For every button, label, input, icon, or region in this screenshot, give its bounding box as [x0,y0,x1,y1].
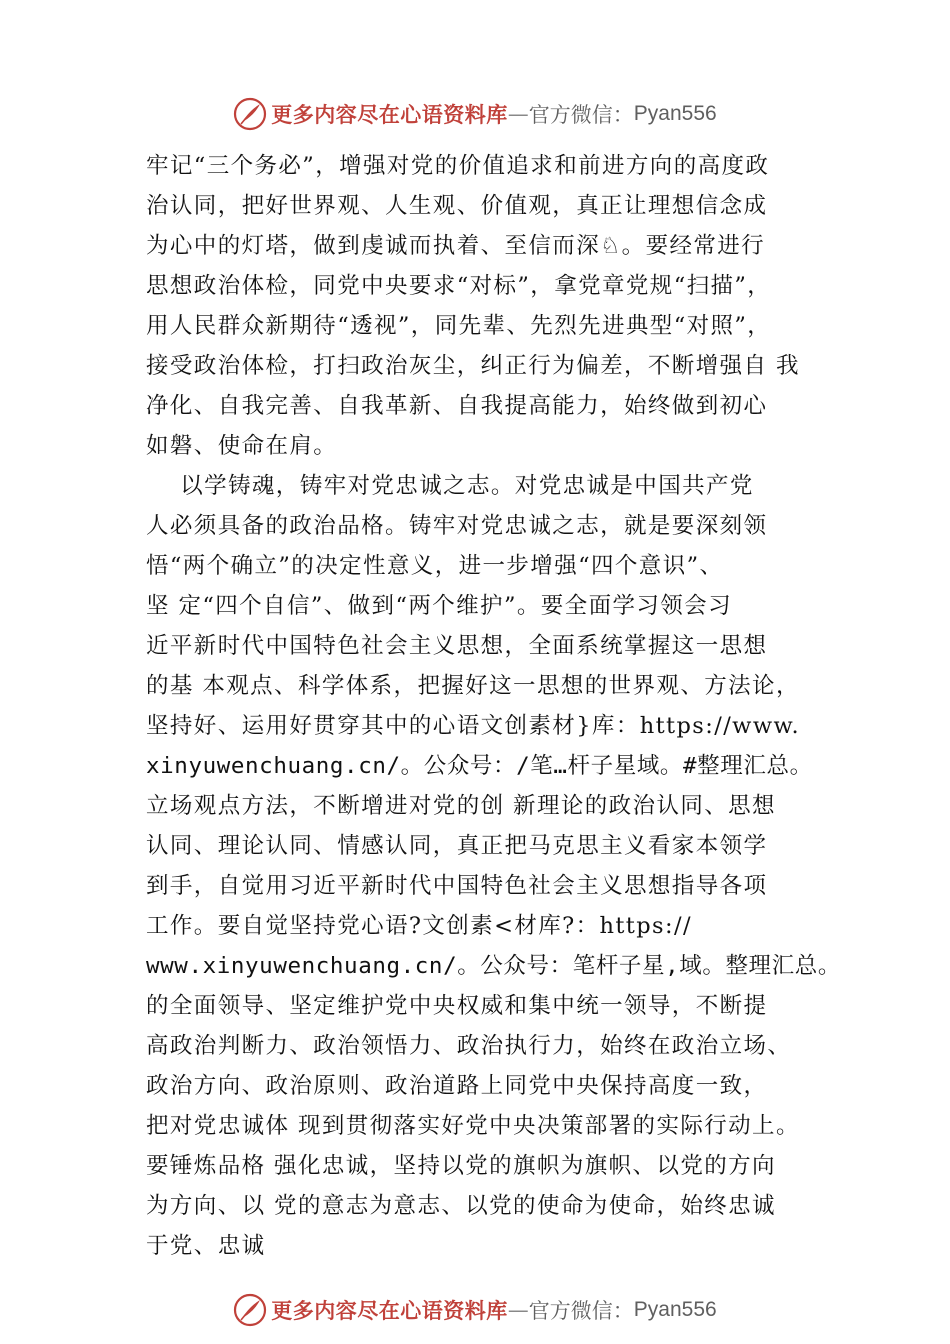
paragraph-start-line: 以学铸魂，铸牢对党忠诚之志。对党忠诚是中国共产党 [146,473,754,499]
body-line: 坚 定“四个自信”、做到“两个维护”。要全面学习领会习 [146,593,732,619]
footer-banner [0,1290,950,1330]
banner-separator: — [507,102,529,126]
body-line: 为心中的灯塔，做到虔诚而执着、至信而深♘。要经常进行 [146,233,766,259]
header-banner [0,94,950,134]
body-line: 为方向、以 党的意志为意志、以党的使命为使命，始终忠诚 [146,1193,776,1219]
body-line-url: www.xinyuwenchuang.cn/。公众号：笔杆子星,域。整理汇总。 [146,953,841,979]
body-line: 政治方向、政治原则、政治道路上同党中央保持高度一致， [146,1073,768,1099]
body-line: 立场观点方法，不断增进对党的创 新理论的政治认同、思想 [146,793,776,819]
body-line: 接受政治体检，打扫政治灰尘，纠正行为偏差，不断增强自 我 [146,353,800,379]
banner-wechat-label: 官方微信： [528,1299,634,1323]
body-line: 悟“两个确立”的决定性意义，进一步增强“四个意识”、 [146,553,724,579]
body-line: 于党、忠诚 [146,1233,266,1259]
banner-brand-text: 更多内容尽在心语资料库 [271,1298,508,1323]
body-line: 牢记“三个务必”，增强对党的价值追求和前进方向的高度政 [146,153,770,179]
body-line: 治认同，把好世界观、人生观、价值观，真正让理想信念成 [146,193,768,219]
body-line: 用人民群众新期待“透视”，同先辈、先烈先进典型“对照”， [146,313,772,339]
body-line: 要锤炼品格 强化忠诚，坚持以党的旗帜为旗帜、以党的方向 [146,1153,776,1179]
banner-wechat-id: Pyan556 [633,102,717,125]
body-line-url: xinyuwenchuang.cn/。公众号：/笔…杆子星域。#整理汇总。 [146,753,813,779]
body-line: 把对党忠诚体 现到贯彻落实好党中央决策部署的实际行动上。 [146,1113,800,1139]
body-line: 认同、理论认同、情感认同，真正把马克思主义看家本领学 [146,833,768,859]
banner-wechat-label: 官方微信： [528,103,634,127]
banner-wechat-id: Pyan556 [633,1298,717,1321]
body-line: 的基 本观点、科学体系，把握好这一思想的世界观、方法论， [146,673,800,699]
banner-separator: — [507,1298,529,1322]
body-line: 如磐、使命在肩。 [146,433,338,459]
body-line: 人必须具备的政治品格。铸牢对党忠诚之志，就是要深刻领 [146,513,768,539]
body-line: 的全面领导、坚定维护党中央权威和集中统一领导，不断提 [146,993,768,1019]
body-line-url: 坚持好、运用好贯穿其中的心语文创素材}库：https://www. [146,713,801,739]
body-line: 到手，自觉用习近平新时代中国特色社会主义思想指导各项 [146,873,768,899]
body-line: 净化、自我完善、自我革新、自我提高能力，始终做到初心 [146,393,768,419]
quill-logo-icon [233,1293,267,1327]
quill-logo-icon [233,97,267,131]
body-line: 近平新时代中国特色社会主义思想，全面系统掌握这一思想 [146,633,768,659]
document-body [146,146,846,1266]
body-line: 思想政治体检，同党中央要求“对标”，拿党章党规“扫描”， [146,273,772,299]
banner-brand-text: 更多内容尽在心语资料库 [271,102,508,127]
body-line-url: 工作。要自觉坚持党心语?文创素<材库?：https:// [146,913,692,939]
body-line: 高政治判断力、政治领悟力、政治执行力，始终在政治立场、 [146,1033,792,1059]
